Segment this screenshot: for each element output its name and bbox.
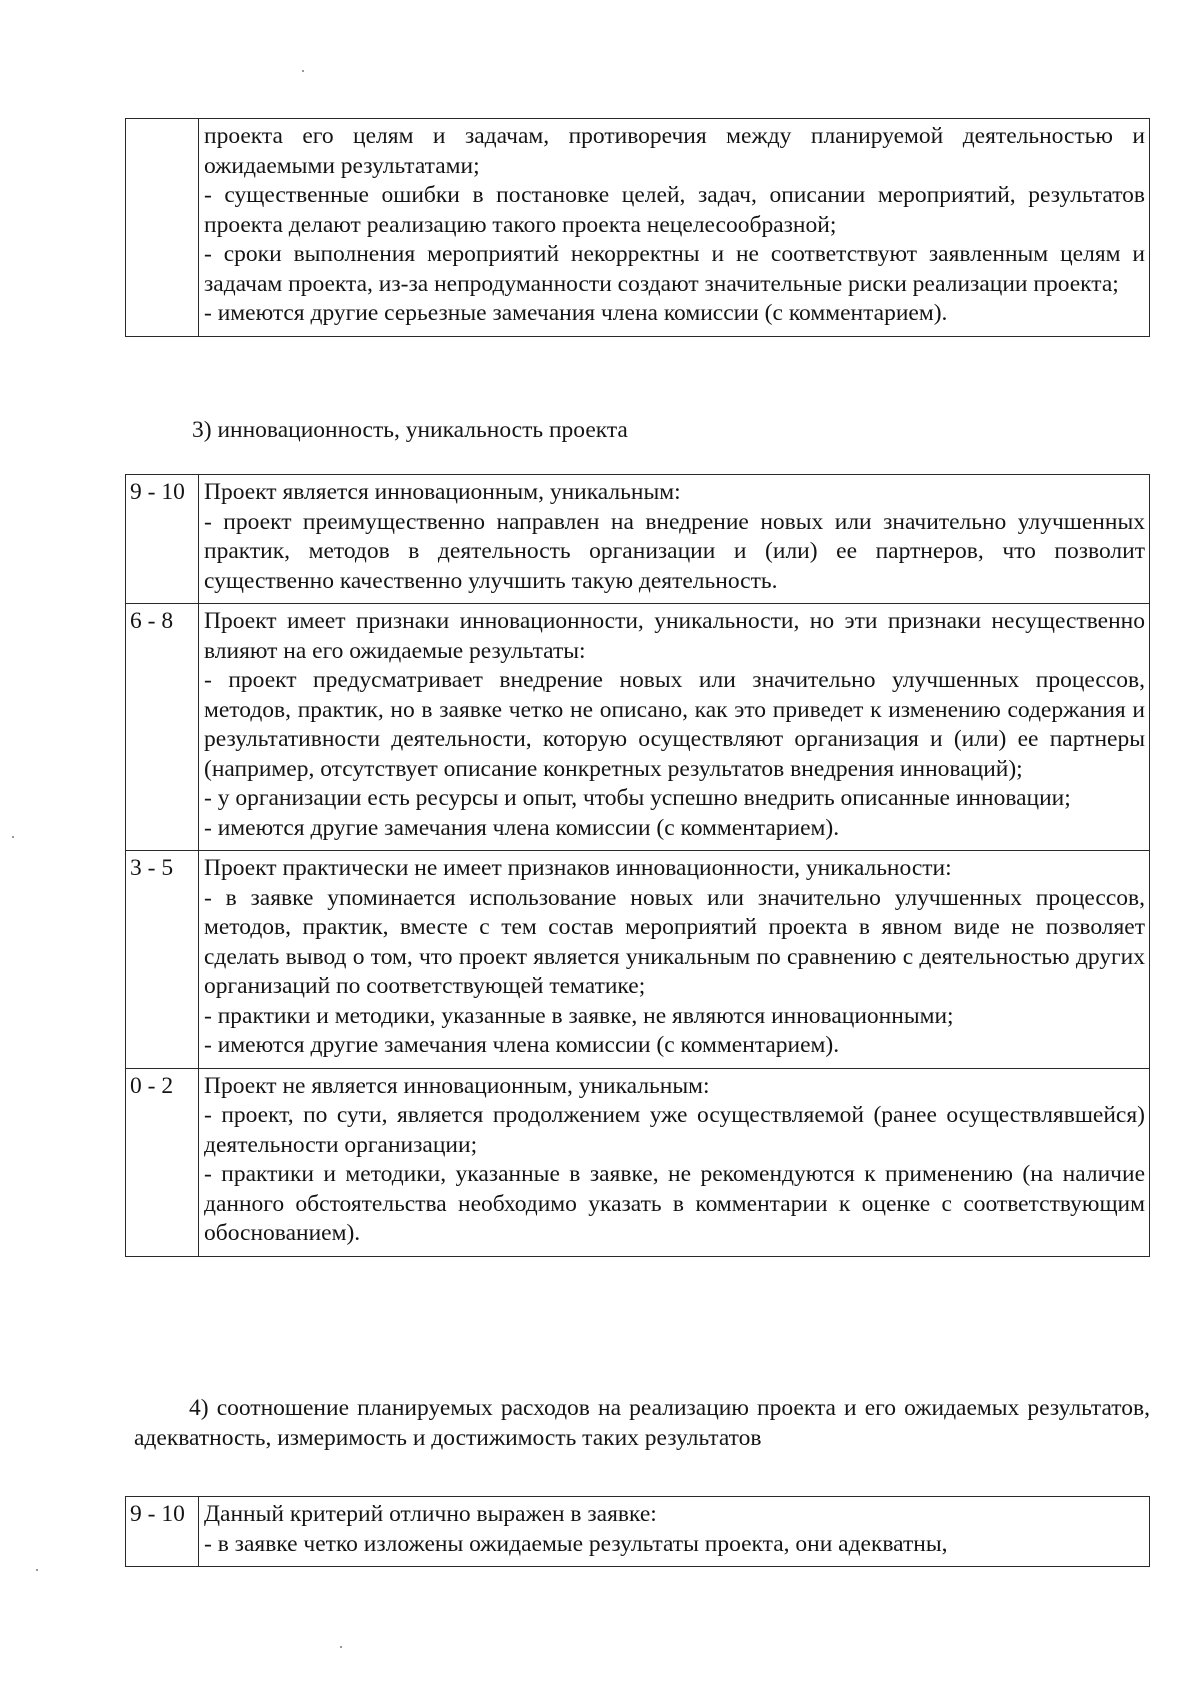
criteria-table-section3: [125, 474, 1150, 1257]
description-line: - проект, по сути, является продолжением уже осуществляемой (ранее осуществлявшейся) деятельности организации;: [204, 1102, 1145, 1158]
criteria-table-section4: [125, 1496, 1150, 1567]
score-cell: 3 - 5: [126, 851, 199, 1069]
scan-speck: [302, 70, 304, 72]
score-cell: 9 - 10: [126, 1497, 199, 1567]
description-cell: [199, 1497, 1150, 1567]
description-line: - у организации есть ресурсы и опыт, чтобы успешно внедрить описанные инновации;: [204, 785, 1071, 811]
description-line: - имеются другие замечания члена комиссии (с комментарием).: [204, 1032, 840, 1058]
scan-speck: [340, 1646, 342, 1648]
section4-heading: 4) соотношение планируемых расходов на реализацию проекта и его ожидаемых результатов, адекватность, измеримость и достижимость таких результатов: [134, 1395, 1150, 1451]
table-row: [126, 119, 1150, 337]
description-cell: [199, 851, 1150, 1069]
description-line: Проект имеет признаки инновационности, уникальности, но эти признаки несущественно влияют на его ожидаемые результаты:: [204, 608, 1145, 664]
description-line: - в заявке четко изложены ожидаемые результаты проекта, они адекватны,: [204, 1530, 948, 1557]
description-line: - сроки выполнения мероприятий некорректны и не соответствуют заявленным целям и задачам проекта, из-за непродуманности создают значительные риски реализации проекта;: [204, 241, 1145, 297]
table-row: [126, 604, 1150, 851]
description-line: - проект преимущественно направлен на внедрение новых или значительно улучшенных практик, методов в деятельность организации и (или) ее партнеров, что позволит существенно качественно улучшить такую деятельность.: [204, 508, 1145, 594]
scan-speck: [36, 1569, 38, 1571]
description-line: - существенные ошибки в постановке целей, задач, описании мероприятий, результатов проекта делают реализацию такого проекта нецелесообразной;: [204, 182, 1145, 238]
description-cell: [199, 475, 1150, 604]
description-line: - имеются другие серьезные замечания члена комиссии (с комментарием).: [204, 300, 948, 326]
description-cell: [199, 1068, 1150, 1256]
description-cell: [199, 604, 1150, 851]
description-cell: [199, 119, 1150, 337]
criteria-table-continuation: [125, 118, 1150, 337]
description-line: - имеются другие замечания члена комиссии (с комментарием).: [204, 814, 840, 841]
description-line: проекта его целям и задачам, противоречия между планируемой деятельностью и ожидаемыми результатами;: [204, 123, 1145, 179]
table-row: [126, 475, 1150, 604]
description-line: - практики и методики, указанные в заявке, не рекомендуются к применению (на наличие данного обстоятельства необходимо указать в комментарии к оценке с соответствующим обоснованием).: [204, 1161, 1145, 1246]
score-cell: 9 - 10: [126, 475, 199, 604]
description-line: - в заявке упоминается использование новых или значительно улучшенных процессов, методов, практик, вместе с тем состав мероприятий проекта в явном виде не позволяет сделать вывод о том, что проект является уникальным по сравнению с деятельностью других организаций по соответствующей тематике;: [204, 884, 1145, 999]
section3-heading: 3) инновационность, уникальность проекта: [192, 417, 628, 443]
description-line: Проект практически не имеет признаков инновационности, уникальности:: [204, 855, 952, 881]
description-line: - проект предусматривает внедрение новых или значительно улучшенных процессов, методов, практик, но в заявке четко не описано, как это приведет к изменению содержания и результативности деятельности, которую осуществляют организация и (или) ее партнеры (например, отсутствует описание конкретных результатов внедрения инноваций);: [204, 667, 1145, 782]
score-cell: [126, 119, 199, 337]
description-line: Данный критерий отлично выражен в заявке:: [204, 1501, 657, 1527]
description-line: - практики и методики, указанные в заявке, не являются инновационными;: [204, 1002, 954, 1029]
description-line: Проект не является инновационным, уникальным:: [204, 1072, 710, 1099]
description-line: Проект является инновационным, уникальным:: [204, 479, 681, 505]
table-row: [126, 1497, 1150, 1567]
score-cell: 6 - 8: [126, 604, 199, 851]
scan-speck: [12, 836, 14, 838]
table-row: [126, 851, 1150, 1069]
score-cell: 0 - 2: [126, 1068, 199, 1256]
table-row: [126, 1068, 1150, 1256]
